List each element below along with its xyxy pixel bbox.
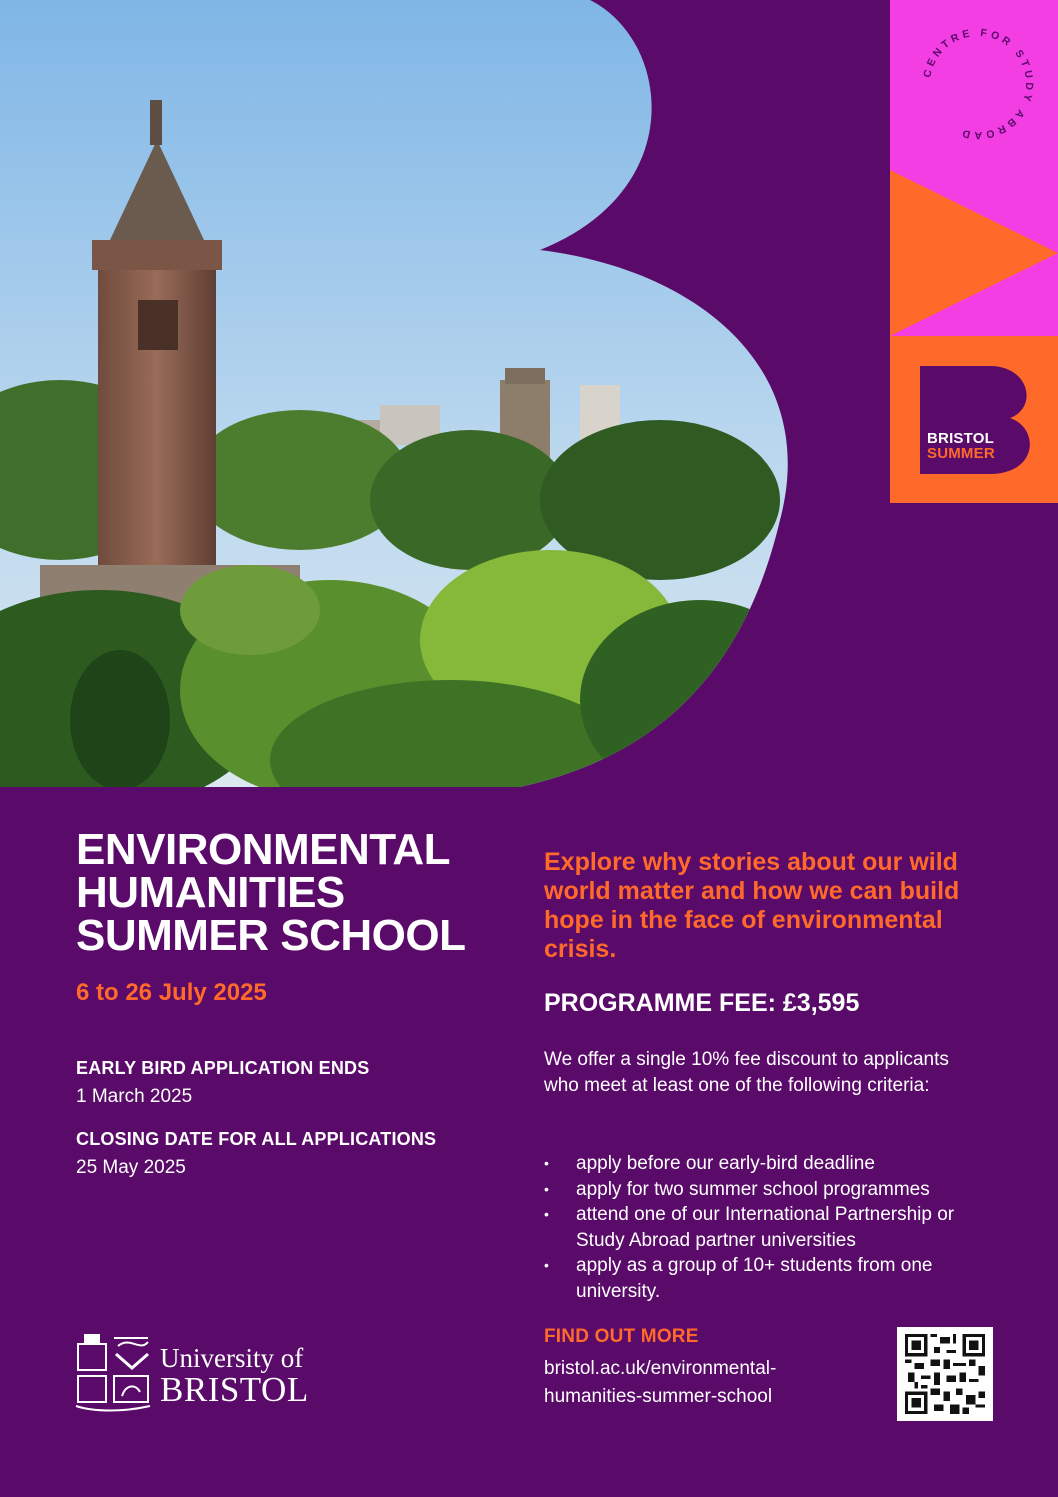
tagline: Explore why stories about our wild world matter and how we can build hope in the face of environmental crisis. bbox=[544, 848, 960, 963]
bullet-icon: • bbox=[544, 1155, 549, 1171]
closing-date: 25 May 2025 bbox=[76, 1157, 186, 1178]
qr-code[interactable] bbox=[897, 1327, 993, 1421]
ring-text: CENTRE FOR STUDY ABROAD bbox=[921, 26, 1036, 142]
university-name-line-1: University of bbox=[160, 1343, 304, 1373]
criteria-list bbox=[544, 1151, 994, 1304]
bullet-icon: • bbox=[544, 1257, 549, 1273]
qr-code-icon bbox=[905, 1334, 985, 1414]
crest-icon bbox=[74, 1332, 152, 1412]
bullet-icon: • bbox=[544, 1180, 549, 1197]
bullet-icon: • bbox=[544, 1206, 549, 1222]
university-logo bbox=[74, 1332, 344, 1414]
study-abroad-badge bbox=[890, 0, 1058, 170]
bristol-summer-logo bbox=[890, 336, 1058, 503]
list-item bbox=[544, 1202, 994, 1253]
list-item bbox=[544, 1253, 994, 1304]
criteria-text: apply as a group of 10+ students from one university. bbox=[576, 1255, 933, 1302]
url-line-1[interactable]: bristol.ac.uk/environmental- bbox=[544, 1358, 777, 1379]
b-letter-icon bbox=[890, 336, 1058, 503]
closing-label: CLOSING DATE FOR ALL APPLICATIONS bbox=[76, 1129, 437, 1149]
logo-line-summer: SUMMER bbox=[927, 445, 995, 462]
title-line-2: HUMANITIES bbox=[76, 868, 345, 917]
programme-fee: PROGRAMME FEE: £3,595 bbox=[544, 989, 860, 1017]
list-item bbox=[544, 1151, 994, 1177]
criteria-text: attend one of our International Partnership or Study Abroad partner universities bbox=[576, 1204, 955, 1251]
programme-url[interactable] bbox=[544, 1355, 844, 1411]
triangle-graphic bbox=[890, 170, 1058, 336]
find-out-more-label: FIND OUT MORE bbox=[544, 1326, 699, 1347]
title-line-1: ENVIRONMENTAL bbox=[76, 825, 451, 874]
ring-text-graphic bbox=[908, 14, 1048, 154]
brand-column bbox=[890, 0, 1058, 503]
url-line-2[interactable]: humanities-summer-school bbox=[544, 1386, 773, 1407]
early-bird-date: 1 March 2025 bbox=[76, 1086, 193, 1107]
early-bird-label: EARLY BIRD APPLICATION ENDS bbox=[76, 1058, 370, 1078]
criteria-text: apply for two summer school programmes bbox=[576, 1178, 930, 1200]
logo-line-bristol: BRISTOL bbox=[927, 430, 994, 447]
event-dates: 6 to 26 July 2025 bbox=[76, 979, 267, 1006]
event-title bbox=[76, 825, 536, 960]
bristol-summer-wordmark bbox=[927, 431, 995, 461]
title-line-3: SUMMER SCHOOL bbox=[76, 911, 466, 960]
hero-photo bbox=[0, 0, 890, 787]
list-item bbox=[544, 1177, 994, 1203]
university-wordmark bbox=[160, 1344, 309, 1408]
hero-illustration bbox=[0, 0, 890, 787]
criteria-text: apply before our early-bird deadline bbox=[576, 1153, 875, 1174]
university-name-line-2: BRISTOL bbox=[160, 1370, 309, 1409]
discount-intro: We offer a single 10% fee discount to applicants who meet at least one of the following criteria: bbox=[544, 1049, 949, 1096]
triangle-icon bbox=[890, 170, 1058, 336]
